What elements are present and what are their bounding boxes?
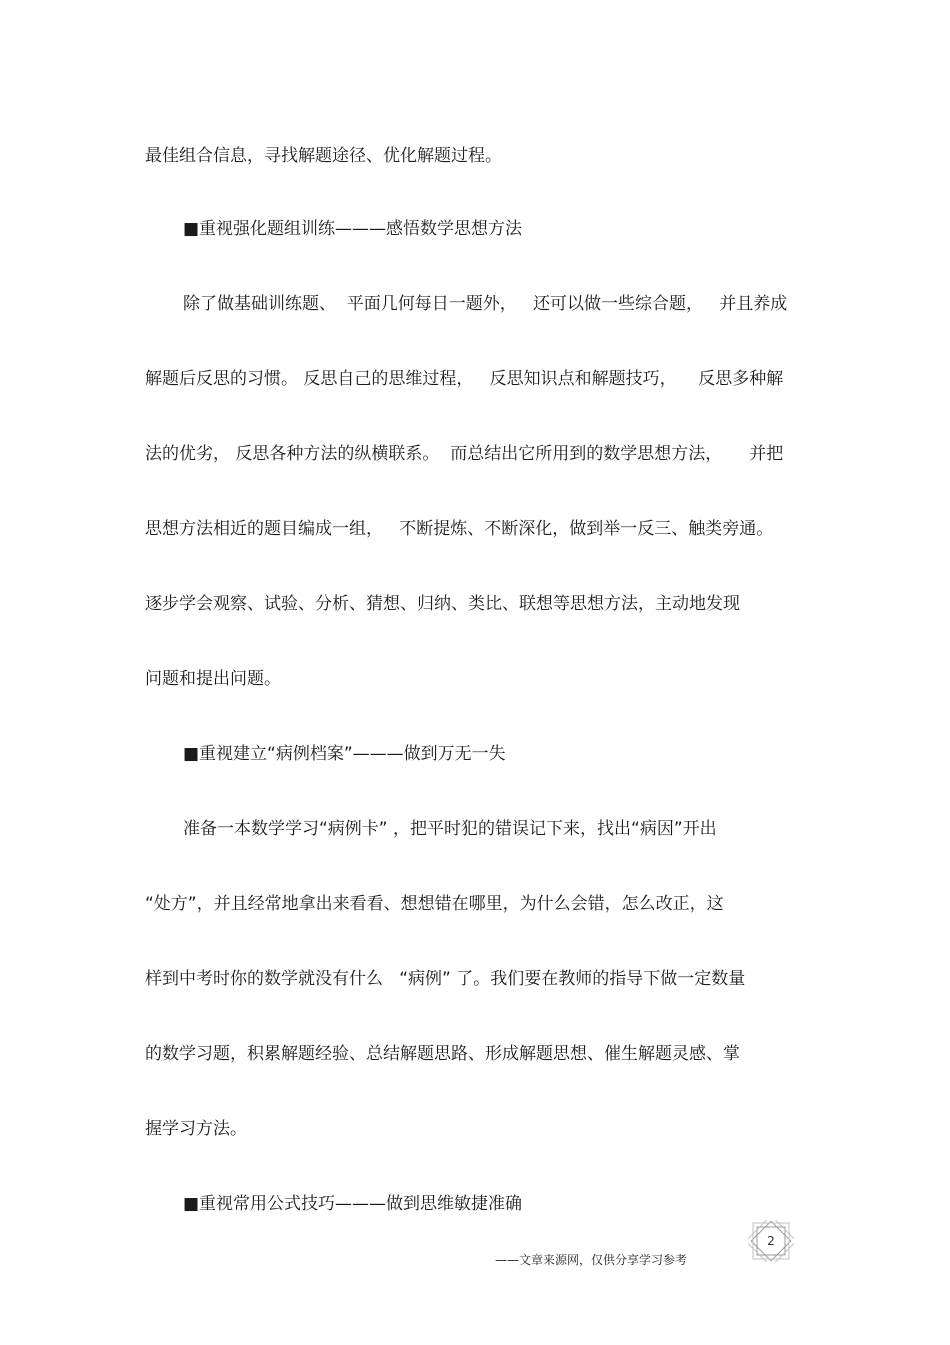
paragraph-line: 的数学习题，积累解题经验、总结解题思路、形成解题思想、催生解题灵感、掌 — [145, 1044, 740, 1064]
section-heading: ■重视建立“病例档案”———做到万无一失 — [183, 744, 506, 764]
paragraph-line: 法的优劣， 反思各种方法的纵横联系。 而总结出它所用到的数学思想方法， 并把 — [145, 444, 784, 464]
paragraph-line: “处方”，并且经常地拿出来看看、想想错在哪里，为什么会错，怎么改正，这 — [145, 894, 724, 914]
paragraph-line: 除了做基础训练题、 平面几何每日一题外， 还可以做一些综合题， 并且养成 — [183, 294, 788, 314]
paragraph-line: 问题和提出问题。 — [145, 669, 281, 689]
section-heading: ■重视常用公式技巧———做到思维敏捷准确 — [183, 1194, 523, 1214]
section-heading: ■重视强化题组训练———感悟数学思想方法 — [183, 219, 523, 239]
paragraph-line: 握学习方法。 — [145, 1119, 247, 1139]
footer-source-note: ——文章来源网，仅供分享学习参考 — [495, 1253, 688, 1267]
paragraph-line: 最佳组合信息，寻找解题途径、优化解题过程。 — [145, 146, 502, 166]
paragraph-line: 准备一本数学学习“病例卡” ，把平时犯的错误记下来，找出“病因”开出 — [183, 819, 717, 839]
paragraph-line: 思想方法相近的题目编成一组， 不断提炼、不断深化，做到举一反三、触类旁通。 — [145, 519, 774, 539]
paragraph-line: 样到中考时你的数学就没有什么 “病例” 了。我们要在教师的指导下做一定数量 — [145, 969, 746, 989]
page-number-badge — [748, 1220, 794, 1262]
page-number: 2 — [767, 1234, 775, 1248]
paragraph-line: 解题后反思的习惯。 反思自己的思维过程， 反思知识点和解题技巧， 反思多种解 — [145, 369, 784, 389]
paragraph-line: 逐步学会观察、试验、分析、猜想、归纳、类比、联想等思想方法，主动地发现 — [145, 594, 740, 614]
